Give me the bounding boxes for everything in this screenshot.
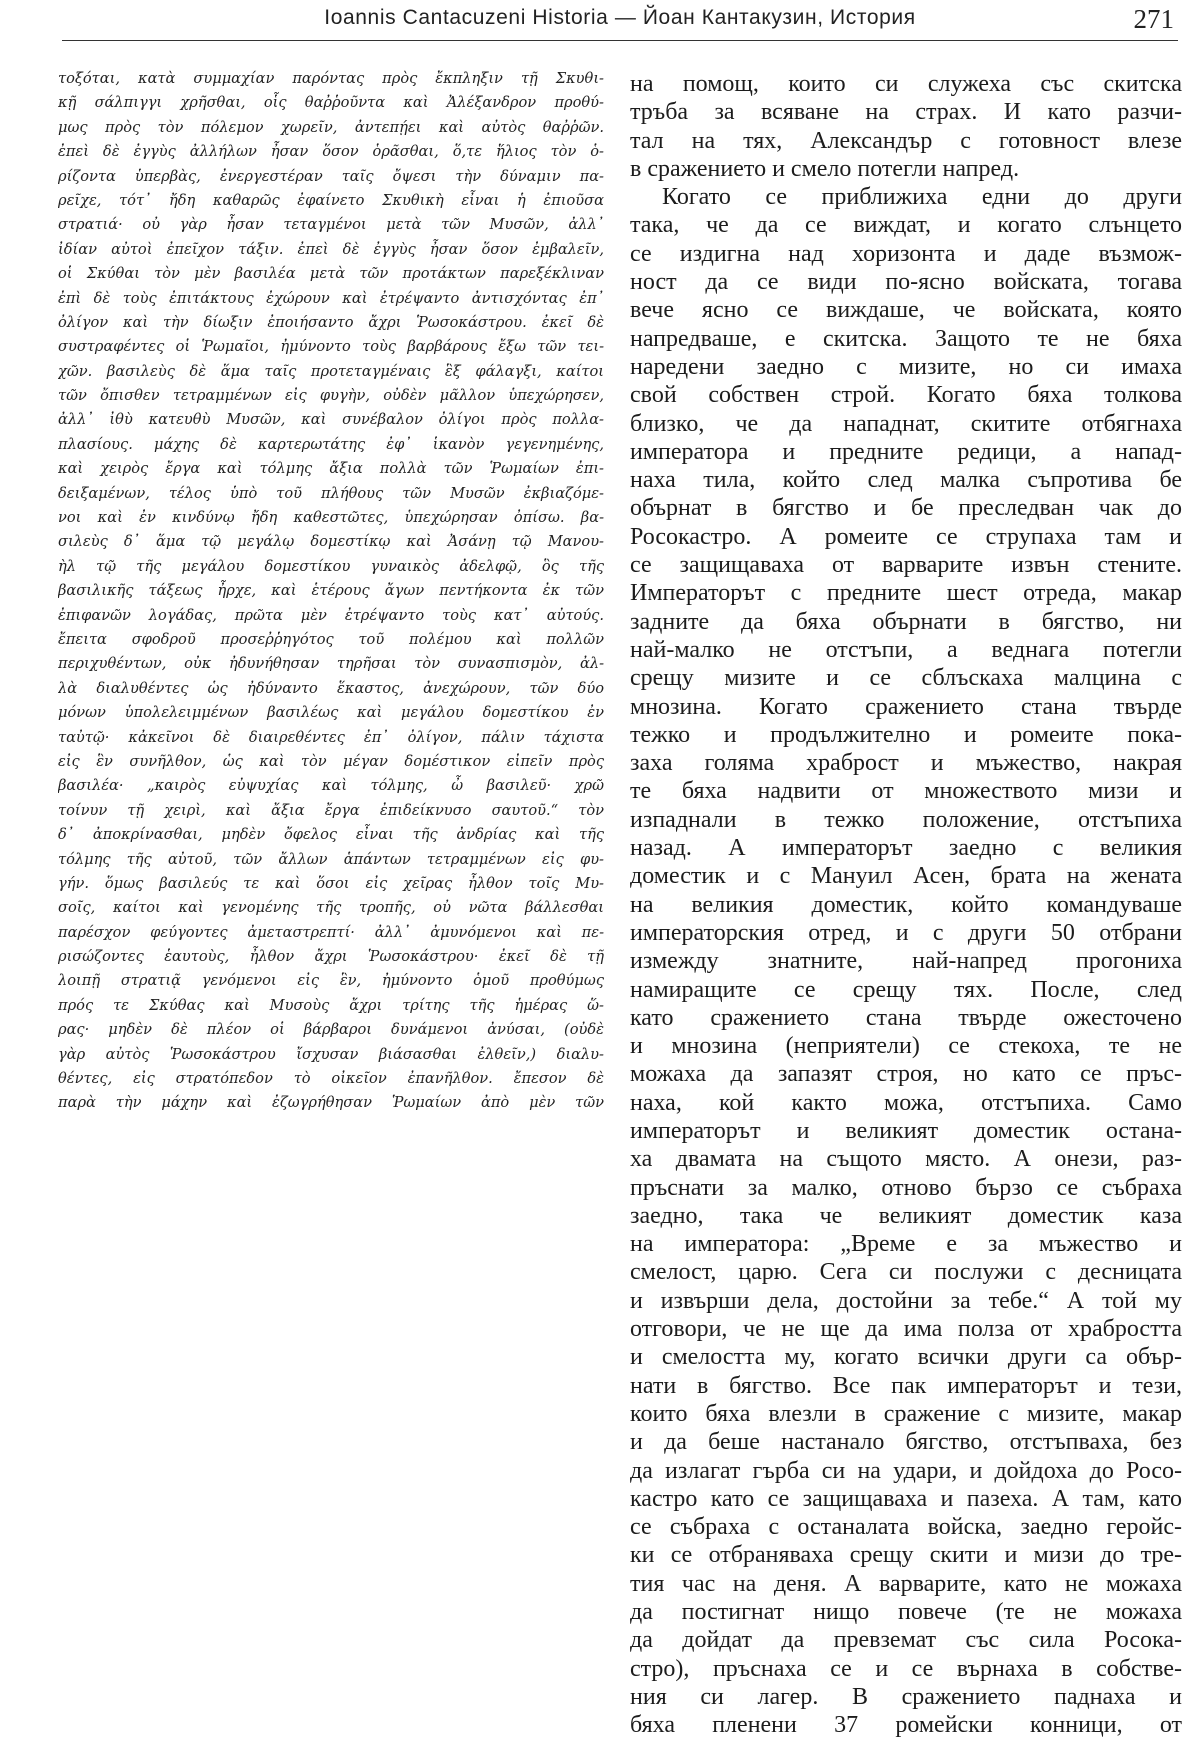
greek-text-line: ἰδίαν αὐτοὶ ἐπεῖχον τάξιν. ἐπεὶ δὲ ἐγγὺς ἦσαν ὅσον ἐμβαλεῖν, [58,240,604,258]
bulgarian-text-line: намиращите се срещу тях. После, след [630,976,1182,1003]
bulgarian-text-line: да постигнат нищо повече (те не можаха [630,1599,1182,1626]
bulgarian-text-line: мнозина. Когато сражението стана твърде [630,693,1182,720]
bulgarian-text-line: на помощ, които си служеха със скитска [630,71,1182,97]
running-head [62,4,1178,41]
greek-text-line: μως πρὸς τὸν πόλεμον χωρεῖν, ἀντεπῄει καὶ αὐτὸς θαῤῥῶν. [58,118,604,136]
greek-text-line: ἐπὶ δὲ τοὺς ἐπιτάκτους ἐχώρουν καὶ ἐτρέψαντο ἀντισχόντας ἐπ᾽ [58,289,604,307]
greek-text-line: σιλεὺς δ᾽ ἅμα τῷ μεγάλῳ δομεστίκῳ καὶ Ἀσάνῃ τῷ Μανου- [58,533,604,551]
greek-text-line: πρός τε Σκύθας καὶ Μυσοὺς ἄχρι τρίτης τῆς ἡμέρας ὥ- [58,996,604,1014]
greek-text-line: νοι καὶ ἐν κινδύνῳ ἤδη καθεστῶτες, ὑπεχώρησαν ὀπίσω. βα- [58,509,604,527]
greek-text-line: μόνων ὑπολελειμμένων βασιλέως καὶ μεγάλου δομεστίκου ἐν [58,704,604,722]
greek-text-line: βασιλικῆς τάξεως ἦρχε, καὶ ἑτέρους ἄγων πεντήκοντα ἐκ τῶν [58,582,604,600]
bulgarian-text-line: обърнат в бягство и бе преследван чак до [630,495,1182,522]
bulgarian-text-line: измежду знатните, най-напред прогониха [630,948,1182,975]
bulgarian-text-line: да дойдат да превземат със сила Росока- [630,1627,1182,1654]
bulgarian-text-line: ки се отбраняваха срещу скити и мизи до тре- [630,1542,1182,1569]
bulgarian-text-line: и смелостта му, когато всички други са обър- [630,1344,1182,1371]
greek-text-line: σοῖς, καίτοι καὶ γενομένης τῆς τροπῆς, οὐ νῶτα βάλλεσθαι [58,899,604,917]
bulgarian-text-line: нати в бягство. Все пак императорът и тези, [630,1372,1182,1399]
greek-text-line: γήν. ὅμως βασιλεύς τε καὶ ὅσοι εἰς χεῖρας ἦλθον τοῖς Μυ- [58,874,604,892]
bulgarian-text-line: ния си лагер. В сражението паднаха и [630,1683,1182,1710]
greek-text-line: οἱ Σκύθαι τὸν μὲν βασιλέα μετὰ τῶν προτάκτων παρεξέκλιναν [58,265,604,283]
greek-text-line: τοξόται, κατὰ συμμαχίαν παρόντας πρὸς ἔκπληξιν τῇ Σκυθι- [58,70,604,87]
bulgarian-text-line: вече ясно се виждаше, че войската, която [630,297,1182,324]
greek-text-line: ὴλ τῷ τῆς μεγάλου δομεστίκου γυναικὸς ἀδελφῷ, ὃς τῆς [58,557,604,575]
greek-text-line: παρὰ τὴν μάχην καὶ ἐζωγρήθησαν Ῥωμαίων ἀπὸ μὲν τῶν [58,1094,604,1112]
greek-text-line: ρεῖχε, τότ᾽ ἤδη καθαρῶς ἐφαίνετο Σκυθικὴ εἶναι ἡ ἐπιοῦσα [58,191,604,209]
bulgarian-text-line: така, че да се виждат, и когато слънцето [630,212,1182,239]
bulgarian-text-line: и извърши дела, достойни за тебе.“ А той му [630,1287,1182,1314]
greek-text-line: δ᾽ ἀποκρίνασθαι, μηδὲν ὄφελος εἶναι τῆς ἀνδρίας καὶ τῆς [58,826,604,844]
greek-text-line: εἰς ἓν συνῆλθον, ὡς καὶ τὸν μέγαν δομέστικον εἰπεῖν πρὸς [58,752,604,770]
bulgarian-text-line: свой собствен строй. Когато бяха толкова [630,382,1182,409]
greek-text-line: ρίζοντα ὑπερβὰς, ἐνεργεστέραν ταῖς ὄψεσι τὴν δύναμιν πα- [58,167,604,185]
bulgarian-text-line: и мнозина (неприятели) се стекоха, те не [630,1033,1182,1060]
bulgarian-text-line: срещу мизите и се сблъскаха малцина с [630,665,1182,692]
greek-text-line: βασιλέα· „καιρὸς εὐψυχίας καὶ τόλμης, ὦ βασιλεῦ· χρῶ [58,777,604,795]
greek-text-line: λὰ διαλυθέντες ὡς ἠδύναντο ἕκαστος, ἀνεχώρουν, τῶν δύο [58,679,604,697]
bulgarian-text-line: назад. А императорът заедно с великия [630,835,1182,862]
bulgarian-text-line: Императорът с предните шест отреда, макар [630,580,1182,607]
bulgarian-text-line: тия час на деня. А варварите, като не можаха [630,1570,1182,1597]
bulgarian-text-line: наха, кой както можа, отстъпиха. Само [630,1089,1182,1116]
greek-text-line: λοιπῇ στρατιᾷ γενόμενοι εἰς ἓν, ἠμύνοντο ὁμοῦ προθύμως [58,972,604,990]
greek-text-line: τῶν ὄπισθεν τετραμμένων εἰς φυγὴν, οὐδὲν μᾶλλον ὑπεχώρησεν, [58,387,604,405]
bulgarian-text-line: смелост, царю. Сега си послужи с десницата [630,1259,1182,1286]
greek-text-line: ταὐτῷ· κἀκεῖνοι δὲ διαιρεθέντες ἐπ᾽ ὀλίγον, πάλιν τάχιστα [58,728,604,746]
bulgarian-text-line: задните да бяха обърнати в бягство, ни [630,608,1182,635]
bulgarian-text-line: в сражението и смело потегли напред. [630,155,1020,182]
bulgarian-text-line: като сражението стана твърде ожесточено [630,1004,1182,1031]
running-title: Ioannis Cantacuzeni Historia — Йоан Кантакузин, История [324,6,916,29]
bulgarian-text-line: Когато се приближиха едни до други [662,184,1182,211]
bulgarian-text-line: близко, че да нападнат, скитите отбягнаха [630,410,1182,437]
greek-text-line: ἐπεὶ δὲ ἐγγὺς ἀλλήλων ἦσαν ὅσον ὁρᾶσθαι, ὅ,τε ἥλιος τὸν ὁ- [58,143,604,161]
bulgarian-text-line: на великия доместик, който командуваше [630,891,1182,918]
greek-text-line: θέντες, εἰς στρατόπεδον τὸ οἰκεῖον ἐπανῆλθον. ἔπεσον δὲ [58,1070,604,1088]
greek-text-line: ἐπιφανῶν λογάδας, πρῶτα μὲν ἐτρέψαντο τοὺς κατ᾽ αὐτούς. [58,606,604,624]
bulgarian-text-line: ха двамата на същото място. А онези, раз- [630,1146,1182,1173]
greek-text-line: ρισώζοντες ἑαυτοὺς, ἦλθον ἄχρι Ῥωσοκάστρου· ἐκεῖ δὲ τῇ [58,948,604,966]
greek-text-line: καὶ χειρὸς ἔργα καὶ τόλμης ἄξια πολλὰ τῶν Ῥωμαίων ἐπι- [58,460,604,478]
greek-text-line: παρέσχον φεύγοντες ἀμεταστρεπτί· ἀλλ᾽ ἀμυνόμενοι καὶ πε- [58,923,604,941]
greek-text-line: τόλμης τῆς αὐτοῦ, τῶν ἄλλων ἁπάντων τετραμμένων εἰς φυ- [58,850,604,868]
greek-text-line: συστραφέντες οἱ Ῥωμαῖοι, ἠμύνοντο τοὺς βαρβάρους ἔξω τῶν τει- [58,338,604,356]
bulgarian-text-line: най-малко не отстъпи, а веднага потегли [630,636,1182,663]
bulgarian-text-line: да излагат гърба си на удари, и дойдоха до Росо- [630,1457,1182,1484]
greek-text-line: ρας· μηδὲν δὲ πλέον οἱ βάρβαροι δυνάμενοι ἀνύσαι, (οὐδὲ [58,1021,604,1039]
bulgarian-text-line: доместик и с Мануил Асен, брата на жената [630,863,1182,890]
greek-text-line: τοίνυν τῇ χειρὶ, καὶ ἄξια ἔργα ἐπιδείκνυσο σαυτοῦ.“ τὸν [58,801,604,819]
bulgarian-text-line: на императора: „Време е за мъжество и [630,1231,1182,1258]
greek-text-line: γὰρ αὐτὸς Ῥωσοκάστρου ἴσχυσαν βιάσασθαι ἐλθεῖν,) διαλυ- [58,1045,604,1063]
bulgarian-text-line: императора и предните редици, а напад- [630,438,1182,465]
greek-text-line: ὀλίγον καὶ τὴν δίωξιν ἐποιήσαντο ἄχρι Ῥωσοκάστρου. ἐκεῖ δὲ [58,313,604,331]
bulgarian-text-line: и да беше настанало бягство, отстъпваха, без [630,1429,1182,1456]
bulgarian-text-line: се събраха с останалата войска, заедно геройс- [630,1514,1182,1541]
bulgarian-text-line: наха тила, който след малка съпротива бе [630,467,1182,494]
greek-text-column [58,67,604,1116]
greek-text-line: περιχυθέντων, οὐκ ἠδυνήθησαν τηρῆσαι τὸν συνασπισμὸν, ἀλ- [58,655,604,673]
bulgarian-text-line: бяха пленени 37 ромейски конници, от [630,1712,1182,1739]
bulgarian-text-line: императорът и великият доместик остана- [630,1117,1182,1144]
bulgarian-text-line: отговори, че не ще да има полза от храбростта [630,1316,1182,1343]
greek-text-line: ἀλλ᾽ ἰθὺ κατευθὺ Μυσῶν, καὶ συνέβαλον ὀλίγοι πρὸς πολλα- [58,411,604,429]
bulgarian-text-line: тежко и продължително и ромеите пока- [630,721,1182,748]
bulgarian-text-line: които бяха влезли в сражение с мизите, макар [630,1400,1182,1427]
bulgarian-text-line: напредваше, е скитска. Защото те не бяха [630,325,1182,352]
bulgarian-text-line: те бяха надвити от множеството мизи и [630,778,1182,805]
bulgarian-text-line: ност да се види по-ясно войската, тогава [630,269,1182,296]
bulgarian-text-line: се защищаваха от варварите извън стените. [630,552,1182,579]
greek-text-line: δειξαμένων, τέλος ὑπὸ τοῦ πλήθους τῶν Μυσῶν ἐκβιαζόμε- [58,484,604,502]
page-number: 271 [1133,4,1174,34]
bulgarian-text-line: тал на тях, Александър с готовност влезе [630,127,1182,154]
bulgarian-text-line: можаха да запазят строя, но като се пръс- [630,1061,1182,1088]
bulgarian-text-line: заедно, така че великият доместик каза [630,1202,1182,1229]
bulgarian-text-line: пръснати за малко, отново бързо се събраха [630,1174,1182,1201]
greek-text-line: κῇ σάλπιγγι χρῆσθαι, οἷς θαῤῥοῦντα καὶ Ἀλέξανδρον προθύ- [58,94,604,112]
greek-text-line: χῶν. βασιλεὺς δὲ ἅμα ταῖς προτεταγμέναις ἓξ φάλαγξι, καίτοι [58,362,604,380]
bulgarian-text-line: изпаднали в тежко положение, отстъпиха [630,806,1182,833]
bulgarian-text-line: тръба за всяване на страх. И като разчи- [630,99,1182,126]
bulgarian-text-line: императорския отред, и с други 50 отбрани [630,919,1182,946]
bulgarian-text-line: наредени заедно с мизите, но си имаха [630,353,1182,380]
greek-text-line: ἔπειτα σφοδροῦ προσεῤῥηγότος τοῦ πολέμου καὶ πολλῶν [58,630,604,648]
bulgarian-text-line: се издигна над хоризонта и даде възмож- [630,240,1182,267]
greek-text-line: στρατιά· οὐ γὰρ ἦσαν τεταγμένοι μετὰ τῶν Μυσῶν, ἀλλ᾽ [58,216,604,234]
bulgarian-text-line: Росокастро. А ромеите се струпаха там и [630,523,1182,550]
bulgarian-text-line: заха голяма храброст и мъжество, накрая [630,750,1182,777]
bulgarian-text-line: кастро като се защищаваха и пазеха. А там, като [630,1485,1182,1512]
greek-text-line: πλασίους. μάχης δὲ καρτερωτάτης ἐφ᾽ ἱκανὸν γεγενημένης, [58,435,604,453]
bulgarian-text-line: стро), пръснаха се и се върнаха в собстве- [630,1655,1182,1682]
bulgarian-translation-column [630,70,1182,1740]
